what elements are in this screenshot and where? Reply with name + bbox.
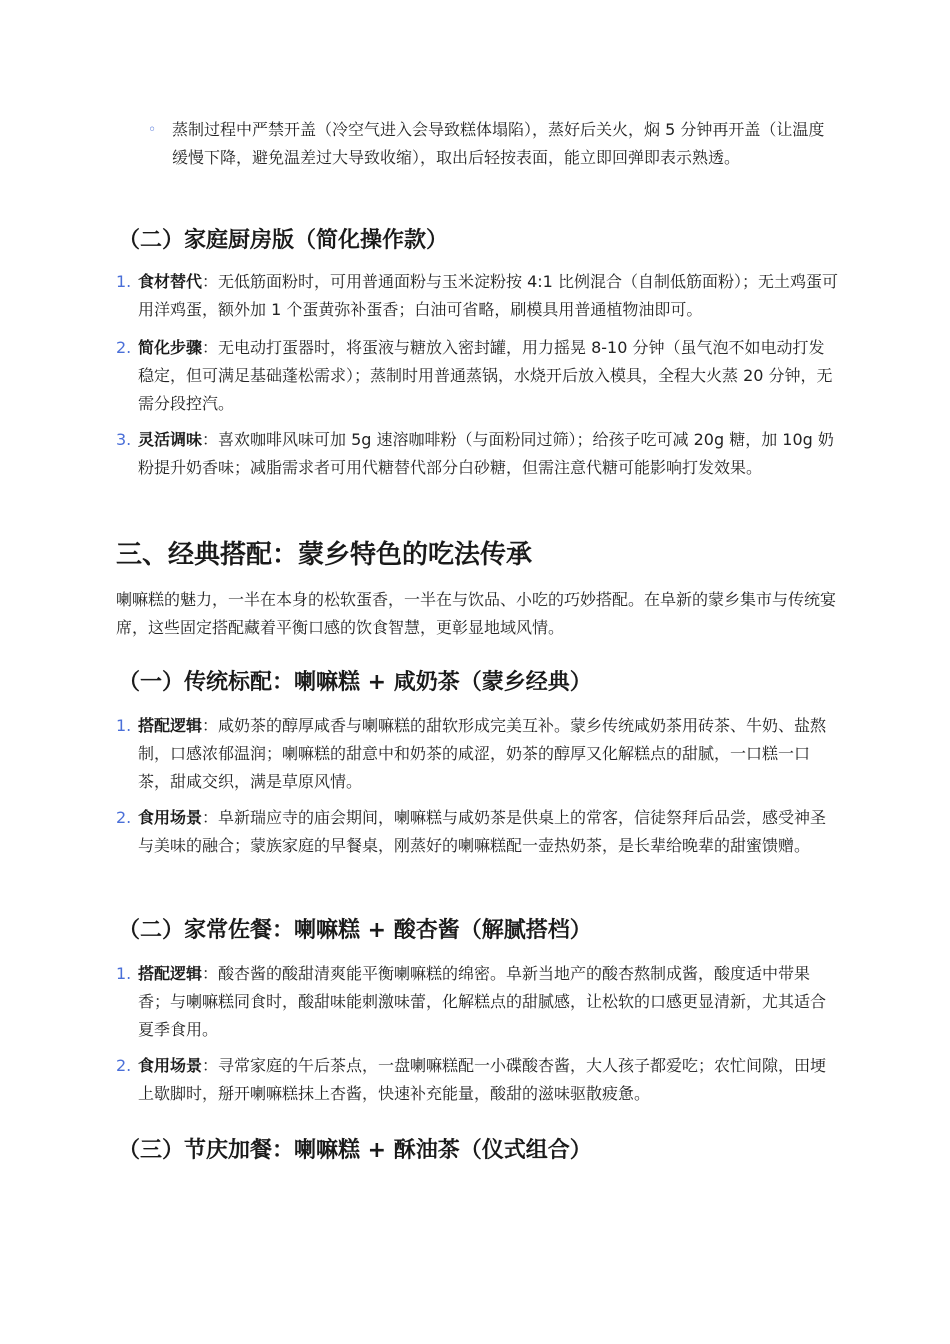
item-label: 食材替代 [138,272,203,291]
list-number: 2. [116,338,132,357]
list-number: 1. [116,716,132,735]
list-number: 1. [116,964,132,983]
item-text: ：喜欢咖啡风味可加 5g 速溶咖啡粉（与面粉同过筛）；给孩子吃可减 20g 糖，加 10g 奶粉提升奶香味；减脂需求者可用代糖替代部分白砂糖，但需注意代糖可能影响打发效果。 [138,430,834,477]
hollow-bullet-icon: ◦ [148,122,157,138]
list-item [116,804,838,860]
heading-home-kitchen: （二）家庭厨房版（简化操作款） [118,228,449,253]
list-item [116,712,838,796]
heading-salty-milk-tea: （一）传统标配：喇嘛糕 + 咸奶茶（蒙乡经典） [118,670,592,695]
list-item [116,268,838,324]
item-label: 搭配逻辑 [138,964,203,983]
heading-apricot-jam: （二）家常佐餐：喇嘛糕 + 酸杏酱（解腻搭档） [118,918,592,943]
heading-butter-tea: （三）节庆加餐：喇嘛糕 + 酥油茶（仪式组合） [118,1138,592,1163]
item-text: ：阜新瑞应寺的庙会期间，喇嘛糕与咸奶茶是供桌上的常客，信徒祭拜后品尝，感受神圣与美味的融合；蒙族家庭的早餐桌，刚蒸好的喇嘛糕配一壶热奶茶，是长辈给晚辈的甜蜜馈赠。 [138,808,827,855]
list-number: 2. [116,1056,132,1075]
list-item [116,960,838,1044]
list-item [116,426,838,482]
item-label: 食用场景 [138,808,203,827]
item-label: 灵活调味 [138,430,203,449]
list-number: 1. [116,272,132,291]
list-number: 2. [116,808,132,827]
item-text: ：寻常家庭的午后茶点，一盘喇嘛糕配一小碟酸杏酱，大人孩子都爱吃；农忙间隙，田埂上歇脚时，掰开喇嘛糕抹上杏酱，快速补充能量，酸甜的滋味驱散疲惫。 [138,1056,827,1103]
sub-bullet-text: 蒸制过程中严禁开盖（冷空气进入会导致糕体塌陷），蒸好后关火，焖 5 分钟再开盖（让温度缓慢下降，避免温差过大导致收缩），取出后轻按表面，能立即回弹即表示熟透。 [172,120,825,167]
sub-bullet-steaming-tip [148,116,838,172]
item-label: 搭配逻辑 [138,716,203,735]
list-number: 3. [116,430,132,449]
item-text: ：咸奶茶的醇厚咸香与喇嘛糕的甜软形成完美互补。蒙乡传统咸奶茶用砖茶、牛奶、盐熬制，口感浓郁温润；喇嘛糕的甜意中和奶茶的咸涩，奶茶的醇厚又化解糕点的甜腻，一口糕一口茶，甜咸交织，满是草原风情。 [138,716,827,791]
list-item [116,334,838,418]
chapter-heading-classic-pairings: 三、经典搭配：蒙乡特色的吃法传承 [116,540,533,570]
item-label: 简化步骤 [138,338,203,357]
item-text: ：无电动打蛋器时，将蛋液与糖放入密封罐，用力摇晃 8-10 分钟（虽气泡不如电动打发稳定，但可满足基础蓬松需求）；蒸制时用普通蒸锅，水烧开后放入模具，全程大火蒸 20 分钟，无需分段控汽。 [138,338,833,413]
chapter-intro-paragraph: 喇嘛糕的魅力，一半在本身的松软蛋香，一半在与饮品、小吃的巧妙搭配。在阜新的蒙乡集市与传统宴席，这些固定搭配藏着平衡口感的饮食智慧，更彰显地域风情。 [116,590,837,637]
item-text: ：无低筋面粉时，可用普通面粉与玉米淀粉按 4:1 比例混合（自制低筋面粉）；无土鸡蛋可用洋鸡蛋，额外加 1 个蛋黄弥补蛋香；白油可省略，刷模具用普通植物油即可。 [138,272,838,319]
list-item [116,1052,838,1108]
item-text: ：酸杏酱的酸甜清爽能平衡喇嘛糕的绵密。阜新当地产的酸杏熬制成酱，酸度适中带果香；与喇嘛糕同食时，酸甜味能刺激味蕾，化解糕点的甜腻感，让松软的口感更显清新，尤其适合夏季食用。 [138,964,827,1039]
item-label: 食用场景 [138,1056,203,1075]
